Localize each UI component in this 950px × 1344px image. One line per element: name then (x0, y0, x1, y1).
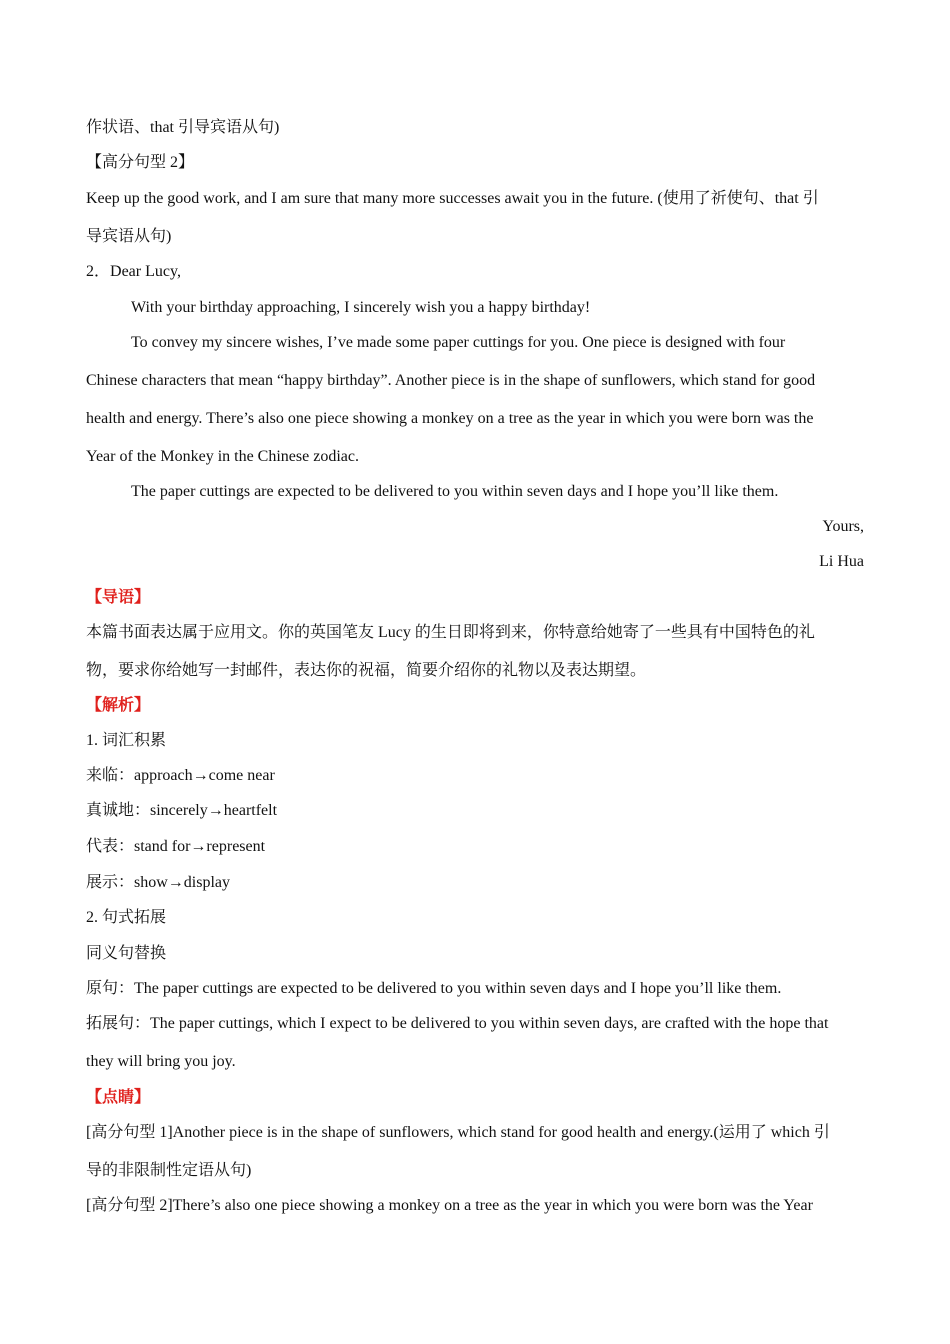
highlight-sentence: [高分句型 2]There’s also one piece showing a monkey on a tree as the year in which you were born was the Year (86, 1197, 813, 1214)
letter-signature: Li Hua (819, 553, 864, 570)
text-line: 导宾语从句) (86, 228, 172, 245)
letter-closing: Yours, (822, 518, 864, 535)
salutation: Dear Lucy, (110, 263, 181, 280)
text-line: they will bring you joy. (86, 1053, 236, 1070)
text-line: 物，要求你给她写一封邮件，表达你的祝福，简要介绍你的礼物以及表达期望。 (86, 662, 647, 679)
vocab-heading: 1. 词汇积累 (86, 732, 167, 749)
guide-label: 【导语】 (86, 589, 151, 606)
text-line: Year of the Monkey in the Chinese zodiac. (86, 448, 359, 465)
text-line: Chinese characters that mean “happy birthday”. Another piece is in the shape of sunflowers, which stand for good (86, 372, 816, 389)
text-line: health and energy. There’s also one piece showing a monkey on a tree as the year in which you were born was the (86, 410, 814, 427)
vocab-item: 代表：stand for→represent (86, 838, 266, 855)
synonym-heading: 同义句替换 (86, 945, 167, 962)
sentence-heading: 2. 句式拓展 (86, 909, 167, 926)
vocab-item: 真诚地：sincerely→heartfelt (86, 802, 278, 819)
analysis-label: 【解析】 (86, 697, 151, 714)
original-sentence: 原句：The paper cuttings are expected to be delivered to you within seven days and I hope you’ll like them. (86, 980, 782, 997)
text-line: 导的非限制性定语从句) (86, 1162, 252, 1179)
vocab-item: 来临：approach→come near (86, 767, 275, 784)
highlight-label: 【点睛】 (86, 1089, 151, 1106)
item-number: 2． (86, 263, 111, 280)
text-line: Keep up the good work, and I am sure that many more successes await you in the future. (使用了祈使句、that 引 (86, 190, 819, 207)
letter-paragraph: To convey my sincere wishes, I’ve made some paper cuttings for you. One piece is designed with four (131, 334, 786, 351)
expanded-sentence: 拓展句：The paper cuttings, which I expect to be delivered to you within seven days, are crafted with the hope that (86, 1015, 829, 1032)
text-line: 本篇书面表达属于应用文。你的英国笔友 Lucy 的生日即将到来，你特意给她寄了一些具有中国特色的礼 (86, 624, 815, 641)
letter-salutation-line (86, 262, 181, 282)
highlight-sentence: [高分句型 1]Another piece is in the shape of sunflowers, which stand for good health and energy.(运用了 which 引 (86, 1124, 830, 1141)
letter-paragraph: The paper cuttings are expected to be delivered to you within seven days and I hope you’ll like them. (131, 483, 779, 500)
text-line: 作状语、that 引导宾语从句) (86, 119, 280, 136)
vocab-item: 展示：show→display (86, 874, 231, 891)
letter-paragraph: With your birthday approaching, I sincerely wish you a happy birthday! (131, 299, 591, 316)
section-heading: 【高分句型 2】 (86, 154, 195, 171)
